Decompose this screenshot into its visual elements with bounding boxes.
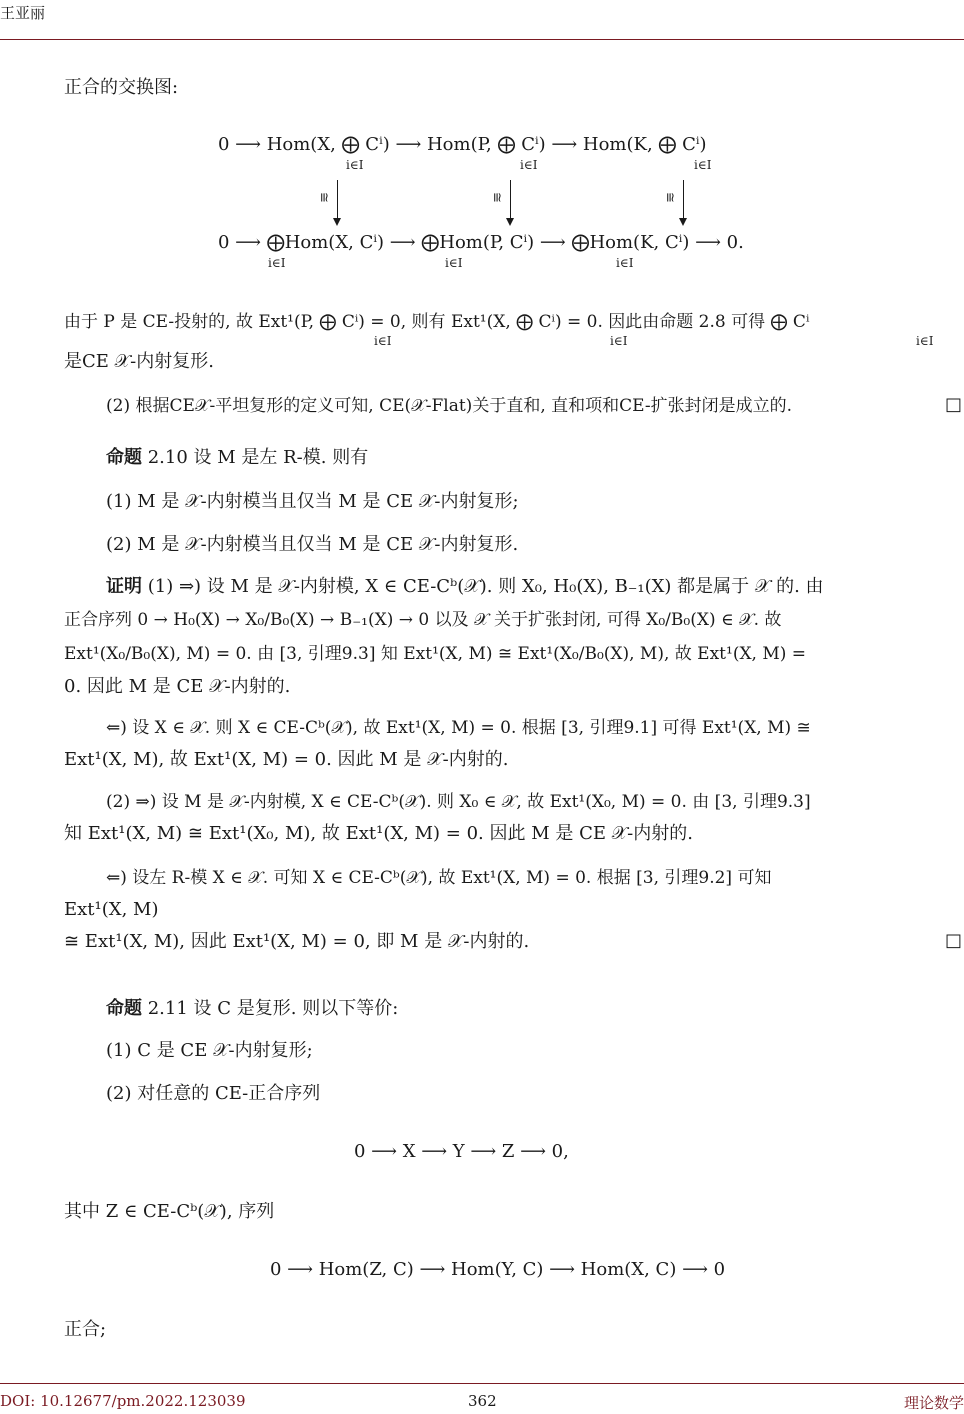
proof-line: (2) ⇒) 设 M 是 𝒳-内射模, X ∈ CE-Cᵇ(𝒳). 则 X₀ ∈ 𝒳, 故 Ext¹(X₀, M) = 0. 由 [3, 引理9.3] <box>106 792 811 812</box>
proof-line: ⇐) 设左 R-模 X ∈ 𝒳. 可知 X ∈ CE-Cᵇ(𝒳), 故 Ext¹(X, M) = 0. 根据 [3, 引理9.2] 可知 <box>106 868 772 888</box>
vertical-iso-arrow <box>683 180 684 224</box>
qed-symbol: □ <box>944 930 962 951</box>
paragraph-text: 是CE 𝒳-内射复形. <box>64 351 214 372</box>
iso-symbol: ≅ <box>488 192 504 203</box>
diagram-index: i∈I <box>445 256 463 270</box>
journal-name[interactable]: 理论数学 <box>903 1394 964 1412</box>
proposition-label: 命题 <box>106 998 142 1019</box>
paragraph-text: (2) 根据CE𝒳-平坦复形的定义可知, CE(𝒳-Flat)关于直和, 直和项和CE-扩张封闭是成立的. <box>106 396 793 416</box>
list-item: (1) M 是 𝒳-内射模当且仅当 M 是 CE 𝒳-内射复形; <box>106 491 519 512</box>
hom-sequence: 0 ⟶ Hom(Z, C) ⟶ Hom(Y, C) ⟶ Hom(X, C) ⟶ 0 <box>270 1259 726 1280</box>
diagram-index: i∈I <box>520 158 538 172</box>
paragraph-text: 由于 P 是 CE-投射的, 故 Ext¹(P, ⨁ Cⁱ) = 0, 则有 Ext¹(X, ⨁ Cⁱ) = 0. 因此由命题 2.8 可得 ⨁ Cⁱ <box>64 312 810 332</box>
diagram-bottom-row: 0 ⟶ ⨁Hom(X, Cⁱ) ⟶ ⨁Hom(P, Cⁱ) ⟶ ⨁Hom(K, Cⁱ) ⟶ 0. <box>218 232 744 253</box>
running-head-author: 王亚丽 <box>0 4 46 22</box>
page-number: 362 <box>468 1392 497 1410</box>
proof-line: 正合序列 0 → H₀(X) → X₀/B₀(X) → B₋₁(X) → 0 以及 𝒳 关于扩张封闭, 可得 X₀/B₀(X) ∈ 𝒳. 故 <box>64 610 782 630</box>
diagram-index: i∈I <box>346 158 364 172</box>
paragraph-text: 其中 Z ∈ CE-Cᵇ(𝒳), 序列 <box>64 1201 275 1222</box>
diagram-index: i∈I <box>616 256 634 270</box>
sum-index: i∈I <box>916 334 934 348</box>
proof-text: (1) ⇒) 设 M 是 𝒳-内射模, X ∈ CE-Cᵇ(𝒳). 则 X₀, H₀(X), B₋₁(X) 都是属于 𝒳 的. 由 <box>147 576 824 597</box>
diagram-index: i∈I <box>268 256 286 270</box>
list-item: (2) M 是 𝒳-内射模当且仅当 M 是 CE 𝒳-内射复形. <box>106 534 519 555</box>
proof-line: Ext¹(X₀/B₀(X), M) = 0. 由 [3, 引理9.3] 知 Ext¹(X, M) ≅ Ext¹(X₀/B₀(X), M), 故 Ext¹(X, M) = <box>64 644 807 664</box>
diagram-index: i∈I <box>694 158 712 172</box>
proof-line: ≅ Ext¹(X, M), 因此 Ext¹(X, M) = 0, 即 M 是 𝒳-内射的. <box>64 931 530 952</box>
exact-sequence: 0 ⟶ X ⟶ Y ⟶ Z ⟶ 0, <box>354 1141 569 1162</box>
vertical-iso-arrow <box>337 180 338 224</box>
proposition-statement: 2.10 设 M 是左 R-模. 则有 <box>147 447 369 468</box>
sum-index: i∈I <box>610 334 628 348</box>
proposition-statement: 2.11 设 C 是复形. 则以下等价: <box>147 998 399 1019</box>
vertical-iso-arrow <box>510 180 511 224</box>
doi-link[interactable]: DOI: 10.12677/pm.2022.123039 <box>0 1392 246 1410</box>
proof-line: Ext¹(X, M) <box>64 899 159 920</box>
footer-rule <box>0 1383 964 1384</box>
proof-line <box>106 575 964 599</box>
proposition-label: 命题 <box>106 447 142 468</box>
intro-text: 正合的交换图: <box>64 77 179 98</box>
header-rule <box>0 39 964 40</box>
iso-symbol: ≅ <box>315 192 331 203</box>
diagram-top-row: 0 ⟶ Hom(X, ⨁ Cⁱ) ⟶ Hom(P, ⨁ Cⁱ) ⟶ Hom(K, ⨁ Cⁱ) <box>218 134 707 155</box>
proposition-2-10 <box>106 446 964 470</box>
list-item: (2) 对任意的 CE-正合序列 <box>106 1083 321 1104</box>
iso-symbol: ≅ <box>661 192 677 203</box>
paragraph-text: 正合; <box>64 1319 107 1340</box>
proof-line: ⇐) 设 X ∈ 𝒳. 则 X ∈ CE-Cᵇ(𝒳), 故 Ext¹(X, M) = 0. 根据 [3, 引理9.1] 可得 Ext¹(X, M) ≅ <box>106 718 811 738</box>
sum-index: i∈I <box>374 334 392 348</box>
qed-symbol: □ <box>944 394 962 415</box>
proof-line: 0. 因此 M 是 CE 𝒳-内射的. <box>64 676 291 697</box>
proof-line: Ext¹(X, M), 故 Ext¹(X, M) = 0. 因此 M 是 𝒳-内射的. <box>64 749 509 770</box>
proof-label: 证明 <box>106 576 142 597</box>
list-item: (1) C 是 CE 𝒳-内射复形; <box>106 1040 313 1061</box>
proposition-2-11 <box>106 997 964 1021</box>
proof-line: 知 Ext¹(X, M) ≅ Ext¹(X₀, M), 故 Ext¹(X, M) = 0. 因此 M 是 CE 𝒳-内射的. <box>64 823 693 844</box>
